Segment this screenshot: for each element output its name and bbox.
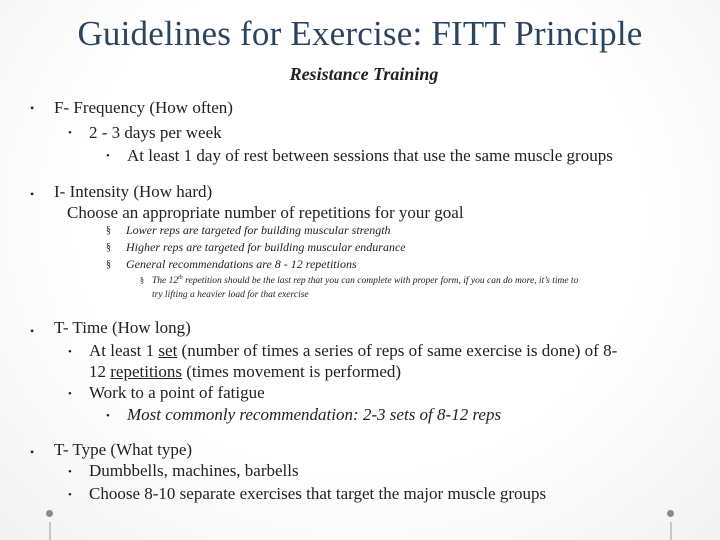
time-recommendation: Most commonly recommendation: 2-3 sets of 8-12 reps bbox=[127, 405, 502, 424]
decor-line bbox=[49, 522, 51, 540]
decor-dot bbox=[667, 510, 674, 517]
square-bullet-icon: § bbox=[106, 259, 111, 270]
frequency-rest: At least 1 day of rest between sessions that use the same muscle groups bbox=[127, 146, 613, 165]
intensity-heading: I- Intensity (How hard) bbox=[54, 182, 213, 201]
bullet-icon: • bbox=[106, 410, 110, 422]
intensity-note: The 12th repetition should be the last rep that you can complete with proper form, if you can do more, it’s time to bbox=[152, 275, 579, 287]
time-fatigue: Work to a point of fatigue bbox=[89, 383, 265, 402]
frequency-heading: F- Frequency (How often) bbox=[54, 98, 233, 117]
decor-line bbox=[670, 522, 672, 540]
type-equipment: Dumbbells, machines, barbells bbox=[89, 461, 299, 480]
bullet-icon: • bbox=[68, 127, 72, 139]
intensity-item-strength: Lower reps are targeted for building muscular strength bbox=[126, 223, 391, 237]
time-heading: T- Time (How long) bbox=[54, 318, 191, 337]
bullet-icon: • bbox=[106, 150, 110, 162]
intensity-choose: Choose an appropriate number of repetitions for your goal bbox=[67, 203, 464, 222]
decor-dot bbox=[46, 510, 53, 517]
intensity-item-general: General recommendations are 8 - 12 repetitions bbox=[126, 257, 357, 271]
square-bullet-icon: § bbox=[106, 242, 111, 253]
frequency-days: 2 - 3 days per week bbox=[89, 123, 222, 142]
intensity-item-endurance: Higher reps are targeted for building muscular endurance bbox=[126, 240, 406, 254]
square-bullet-icon: § bbox=[106, 225, 111, 236]
type-exercises: Choose 8-10 separate exercises that target the major muscle groups bbox=[89, 484, 547, 503]
bullet-icon: • bbox=[68, 388, 72, 400]
intensity-note-line2: try lifting a heavier load for that exercise bbox=[152, 290, 309, 300]
bullet-icon: • bbox=[30, 445, 35, 459]
slide-subtitle: Resistance Training bbox=[289, 64, 439, 84]
bullet-icon: • bbox=[30, 101, 35, 115]
bullet-icon: • bbox=[30, 324, 35, 338]
tiny-square-bullet-icon: § bbox=[140, 276, 144, 285]
time-set-line2: 12 repetitions (times movement is performed) bbox=[89, 362, 402, 381]
type-heading: T- Type (What type) bbox=[54, 440, 193, 459]
bullet-icon: • bbox=[68, 466, 72, 478]
bullet-icon: • bbox=[30, 187, 35, 201]
slide-title: Guidelines for Exercise: FITT Principle bbox=[77, 14, 643, 53]
bullet-icon: • bbox=[68, 489, 72, 501]
time-set: At least 1 set (number of times a series of reps of same exercise is done) of 8- bbox=[89, 341, 618, 360]
bullet-icon: • bbox=[68, 346, 72, 358]
